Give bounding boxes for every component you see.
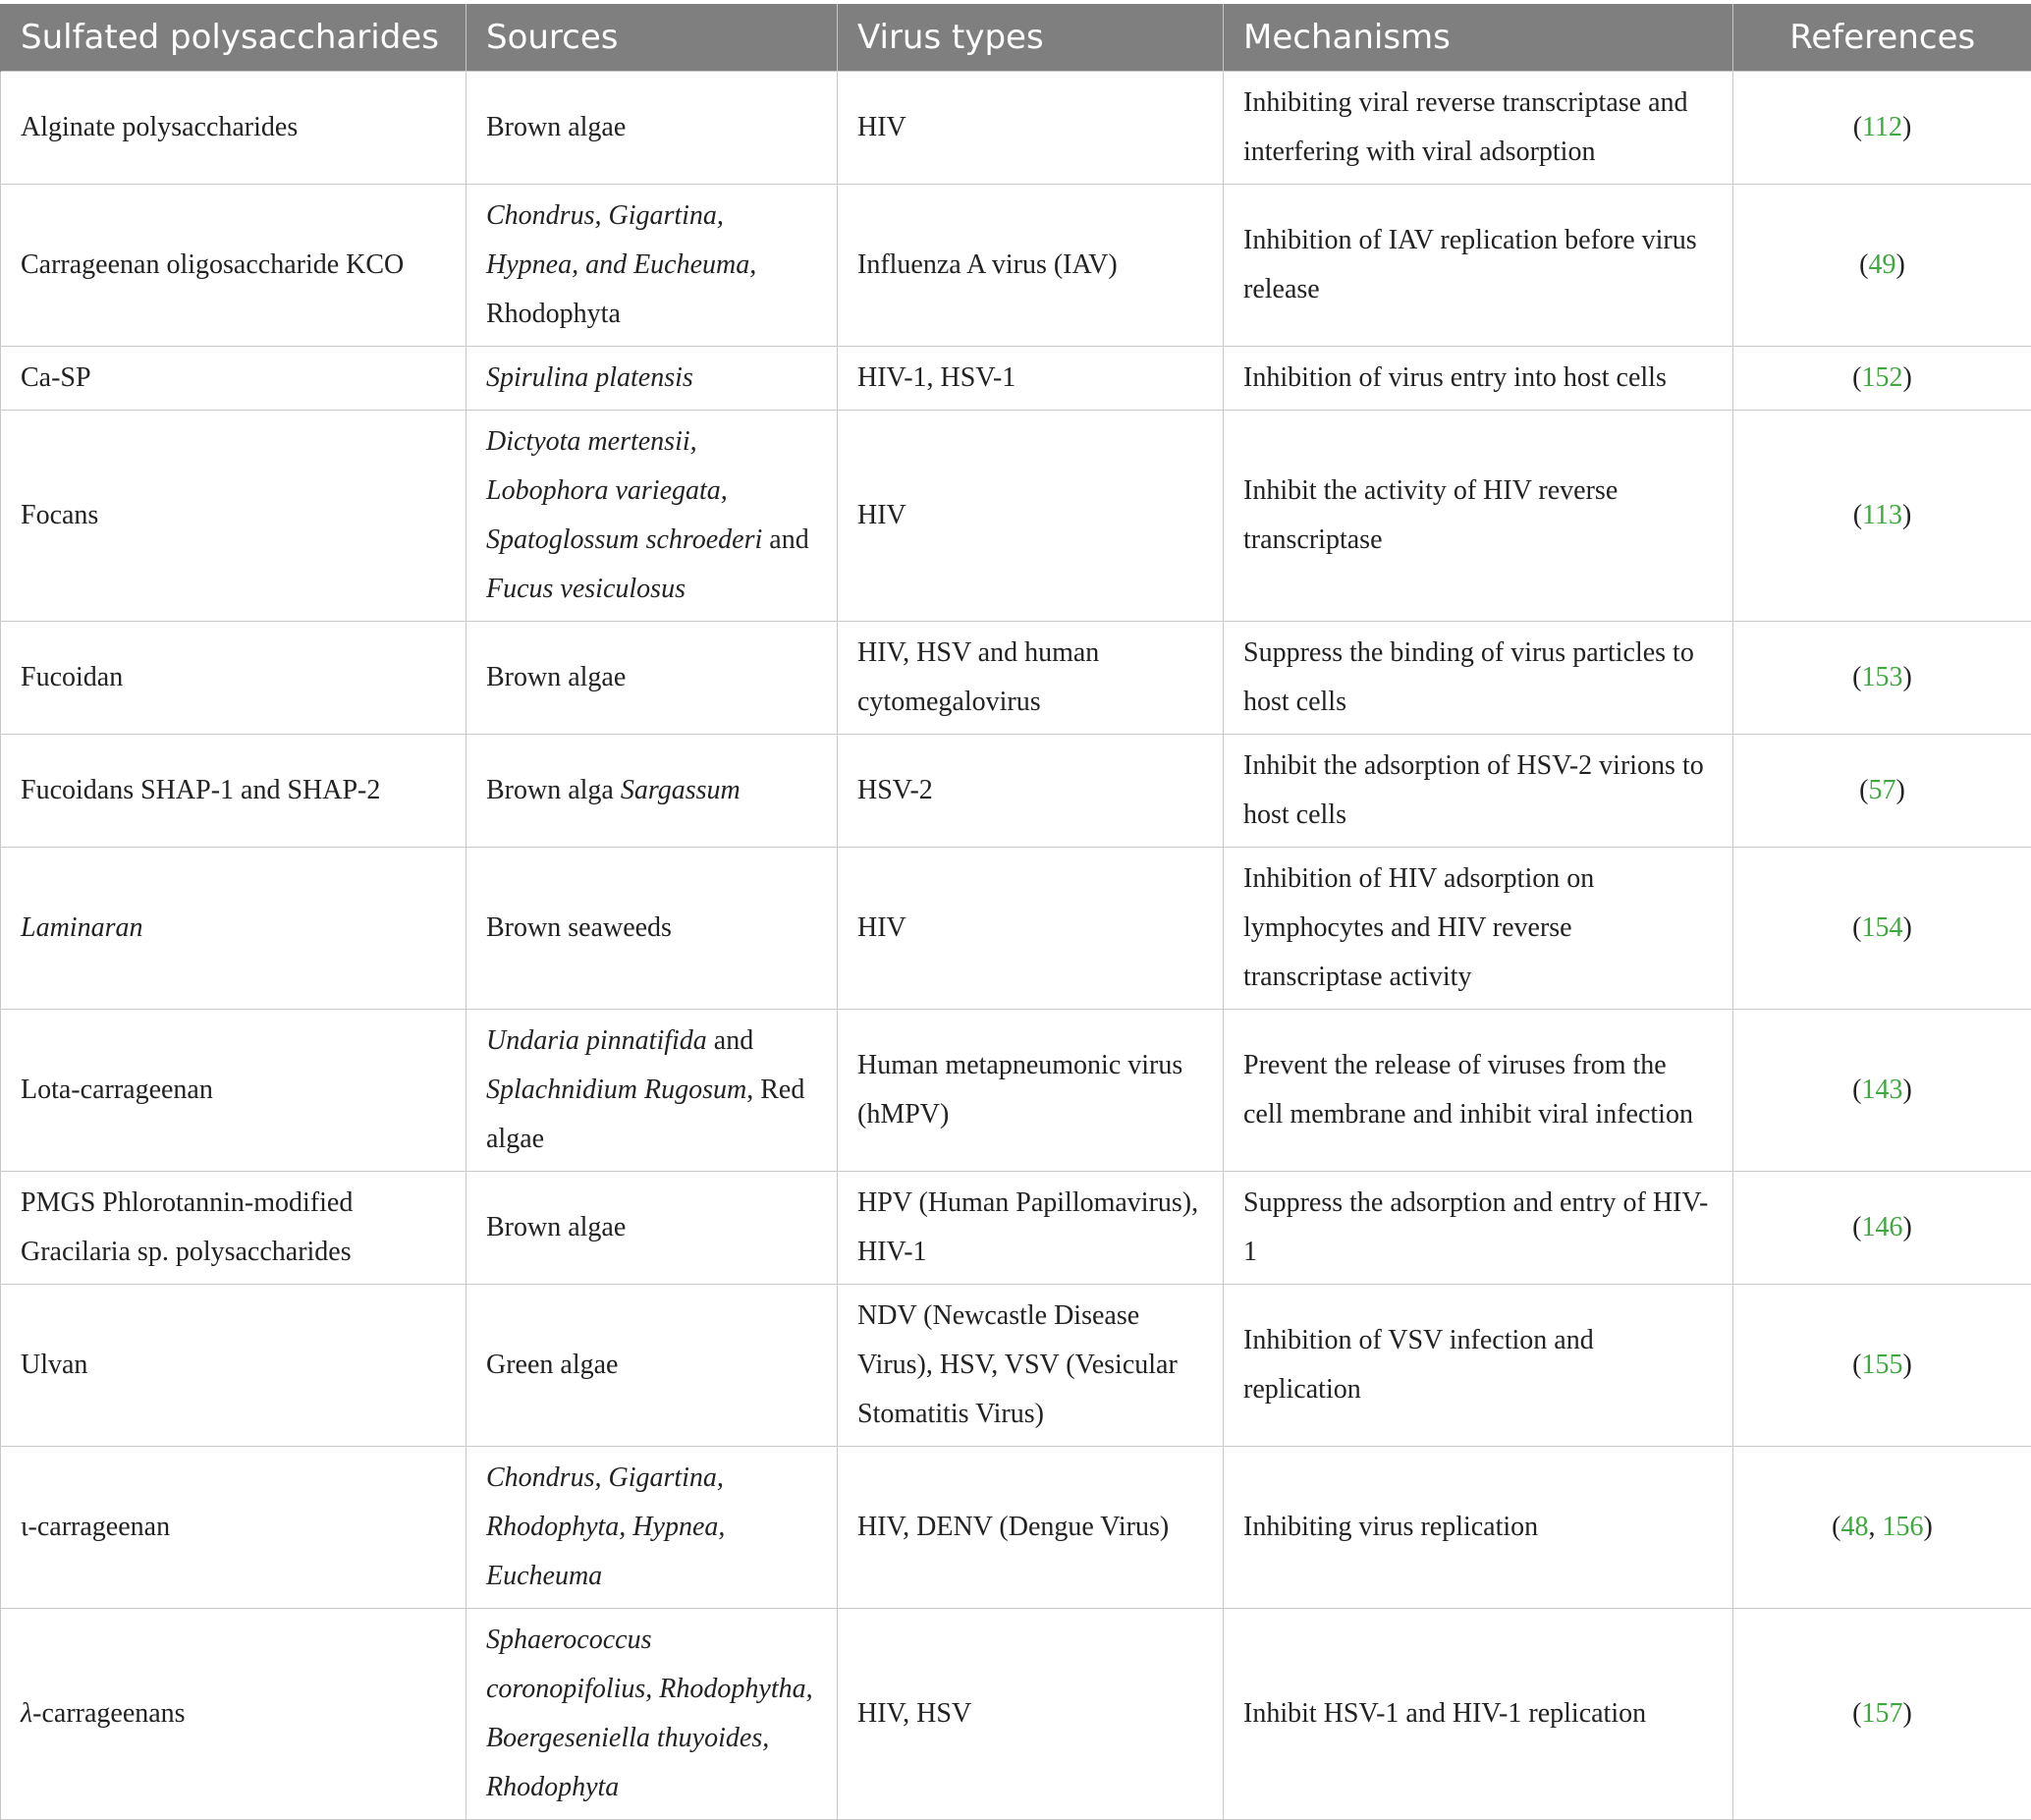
cell-references: (113): [1733, 411, 2031, 622]
reference-link[interactable]: 146: [1862, 1212, 1903, 1242]
cell-source: [467, 185, 838, 347]
cell-mechanism: Inhibition of VSV infection and replication: [1224, 1285, 1733, 1447]
text-run: ι-carrageenan: [21, 1512, 170, 1542]
cell-polysaccharide-name: [1, 1285, 467, 1447]
reference-link[interactable]: 112: [1862, 112, 1902, 142]
reference-link[interactable]: 143: [1862, 1075, 1903, 1105]
table-row: [1, 72, 2031, 185]
table-body: [1, 72, 2031, 1820]
table-row: [1, 1609, 2031, 1820]
text-run: Rhodophyta: [486, 299, 621, 329]
table-row: [1, 1172, 2031, 1285]
table-header-row: [1, 4, 2031, 72]
cell-references: (146): [1733, 1172, 2031, 1285]
cell-source: [467, 1010, 838, 1172]
cell-mechanism: Inhibiting viral reverse transcriptase and interfering with viral adsorption: [1224, 72, 1733, 185]
cell-mechanism: Inhibition of virus entry into host cells: [1224, 347, 1733, 411]
table-row: [1, 347, 2031, 411]
cell-references: (143): [1733, 1010, 2031, 1172]
italic-text-run: Dictyota mertensii, Lobophora variegata, Spatoglossum schroederi: [486, 426, 762, 555]
cell-polysaccharide-name: [1, 1172, 467, 1285]
text-run: Fucoidans SHAP-1 and SHAP-2: [21, 775, 380, 805]
table-row: [1, 735, 2031, 848]
table-row: [1, 185, 2031, 347]
reference-link[interactable]: 156: [1883, 1512, 1924, 1542]
cell-mechanism: Inhibition of IAV replication before virus release: [1224, 185, 1733, 347]
cell-virus-types: NDV (Newcastle Disease Virus), HSV, VSV (Vesicular Stomatitis Virus): [838, 1285, 1224, 1447]
reference-link[interactable]: 57: [1869, 775, 1896, 805]
cell-virus-types: HIV: [838, 848, 1224, 1010]
text-run: Ca-SP: [21, 362, 91, 393]
cell-polysaccharide-name: [1, 1609, 467, 1820]
text-run: Focans: [21, 500, 98, 530]
cell-virus-types: HIV: [838, 72, 1224, 185]
italic-text-run: Spirulina platensis: [486, 362, 693, 393]
italic-text-run: Splachnidium Rugosum: [486, 1075, 746, 1105]
text-run: Brown algae: [486, 112, 626, 142]
text-run: Brown alga: [486, 775, 621, 805]
cell-references: (155): [1733, 1285, 2031, 1447]
cell-references: (153): [1733, 622, 2031, 735]
cell-virus-types: HSV-2: [838, 735, 1224, 848]
cell-virus-types: Influenza A virus (IAV): [838, 185, 1224, 347]
cell-virus-types: HIV: [838, 411, 1224, 622]
cell-polysaccharide-name: [1, 185, 467, 347]
text-run: PMGS Phlorotannin-modified Gracilaria sp. polysaccharides: [21, 1187, 353, 1267]
cell-references: (112): [1733, 72, 2031, 185]
cell-source: [467, 72, 838, 185]
italic-text-run: Undaria pinnatifida: [486, 1025, 707, 1056]
text-run: Fucoidan: [21, 662, 123, 692]
italic-text-run: Laminaran: [21, 912, 142, 943]
table-row: [1, 848, 2031, 1010]
cell-virus-types: Human metapneumonic virus (hMPV): [838, 1010, 1224, 1172]
column-header-virus-types: Virus types: [838, 4, 1224, 72]
text-run: and: [707, 1025, 753, 1056]
table-row: [1, 1447, 2031, 1609]
cell-references: (157): [1733, 1609, 2031, 1820]
reference-link[interactable]: 153: [1862, 662, 1903, 692]
cell-mechanism: Inhibition of HIV adsorption on lymphocytes and HIV reverse transcriptase activity: [1224, 848, 1733, 1010]
text-run: Ulvan: [21, 1350, 87, 1380]
polysaccharide-table: [0, 4, 2031, 1820]
cell-polysaccharide-name: [1, 72, 467, 185]
cell-virus-types: HIV, DENV (Dengue Virus): [838, 1447, 1224, 1609]
cell-virus-types: HIV, HSV: [838, 1609, 1224, 1820]
table-row: [1, 622, 2031, 735]
cell-mechanism: Inhibit the activity of HIV reverse transcriptase: [1224, 411, 1733, 622]
table-row: [1, 411, 2031, 622]
cell-polysaccharide-name: [1, 1447, 467, 1609]
text-run: and: [762, 524, 808, 555]
cell-polysaccharide-name: [1, 735, 467, 848]
cell-references: (152): [1733, 347, 2031, 411]
reference-link[interactable]: 154: [1862, 912, 1903, 943]
cell-references: (154): [1733, 848, 2031, 1010]
text-run: Brown seaweeds: [486, 912, 672, 943]
text-run: Brown algae: [486, 662, 626, 692]
table-row: [1, 1010, 2031, 1172]
cell-polysaccharide-name: [1, 622, 467, 735]
cell-polysaccharide-name: [1, 411, 467, 622]
cell-virus-types: HIV-1, HSV-1: [838, 347, 1224, 411]
cell-source: [467, 411, 838, 622]
cell-mechanism: Prevent the release of viruses from the cell membrane and inhibit viral infection: [1224, 1010, 1733, 1172]
cell-source: [467, 622, 838, 735]
cell-mechanism: Suppress the adsorption and entry of HIV-1: [1224, 1172, 1733, 1285]
italic-text-run: Fucus vesiculosus: [486, 574, 686, 604]
text-run: Green algae: [486, 1350, 618, 1380]
cell-mechanism: Inhibit the adsorption of HSV-2 virions to host cells: [1224, 735, 1733, 848]
reference-link[interactable]: 49: [1869, 249, 1896, 280]
cell-source: [467, 1285, 838, 1447]
reference-link[interactable]: 157: [1862, 1698, 1903, 1729]
table-row: [1, 1285, 2031, 1447]
column-header-sources: Sources: [467, 4, 838, 72]
text-run: , Red algae: [486, 1075, 804, 1154]
reference-link[interactable]: 155: [1862, 1350, 1903, 1380]
text-run: -carrageenans: [32, 1698, 185, 1729]
cell-source: [467, 735, 838, 848]
reference-link[interactable]: 152: [1862, 362, 1903, 393]
italic-text-run: Chondrus, Gigartina, Hypnea, and Eucheuma,: [486, 200, 756, 280]
reference-link[interactable]: 48: [1841, 1512, 1869, 1542]
cell-references: (48, 156): [1733, 1447, 2031, 1609]
reference-link[interactable]: 113: [1862, 500, 1902, 530]
text-run: Carrageenan oligosaccharide KCO: [21, 249, 404, 280]
cell-source: [467, 1172, 838, 1285]
cell-source: [467, 1609, 838, 1820]
italic-text-run: Sphaerococcus coronopifolius, Rhodophytha, Boergeseniella thuyoides, Rhodophyta: [486, 1625, 813, 1802]
cell-references: (49): [1733, 185, 2031, 347]
column-header-mechanisms: Mechanisms: [1224, 4, 1733, 72]
cell-virus-types: HIV, HSV and human cytomegalovirus: [838, 622, 1224, 735]
column-header-sulfated-polysaccharides: Sulfated polysaccharides: [1, 4, 467, 72]
italic-text-run: Chondrus, Gigartina, Rhodophyta, Hypnea, Eucheuma: [486, 1462, 725, 1591]
italic-text-run: λ: [21, 1698, 32, 1729]
cell-source: [467, 1447, 838, 1609]
text-run: Lota-carrageenan: [21, 1075, 213, 1105]
cell-mechanism: Suppress the binding of virus particles to host cells: [1224, 622, 1733, 735]
italic-text-run: Sargassum: [621, 775, 741, 805]
cell-source: [467, 848, 838, 1010]
text-run: Brown algae: [486, 1212, 626, 1242]
cell-virus-types: HPV (Human Papillomavirus), HIV-1: [838, 1172, 1224, 1285]
cell-polysaccharide-name: [1, 848, 467, 1010]
cell-polysaccharide-name: [1, 1010, 467, 1172]
column-header-references: References: [1733, 4, 2031, 72]
text-run: Alginate polysaccharides: [21, 112, 298, 142]
polysaccharide-table-container: [0, 4, 2031, 1820]
cell-mechanism: Inhibiting virus replication: [1224, 1447, 1733, 1609]
cell-polysaccharide-name: [1, 347, 467, 411]
cell-mechanism: Inhibit HSV-1 and HIV-1 replication: [1224, 1609, 1733, 1820]
cell-references: (57): [1733, 735, 2031, 848]
cell-source: [467, 347, 838, 411]
